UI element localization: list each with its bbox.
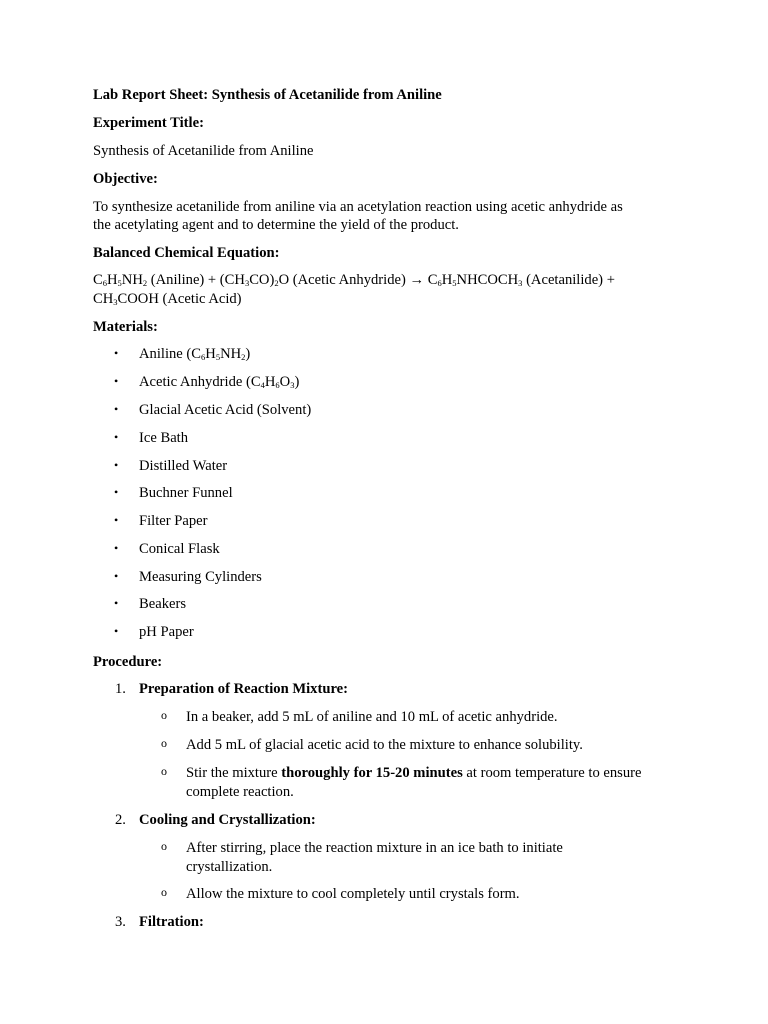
step-1-item-3-post: at room temperature to ensure <box>466 765 642 781</box>
material-item: Glacial Acetic Acid (Solvent) <box>139 402 312 418</box>
reaction-arrow-icon: → <box>409 272 425 288</box>
material-acetic-anhydride-name: Acetic Anhydride <box>139 374 243 390</box>
step-1-item-1: In a beaker, add 5 mL of aniline and 10 mL of acetic anhydride. <box>186 709 558 725</box>
step-1-item-3-line-2: complete reaction. <box>186 783 294 800</box>
step-number: 1. <box>115 681 126 697</box>
step-2-item-1-line-2: crystallization. <box>186 858 273 875</box>
material-item: Ice Bath <box>139 430 189 446</box>
equation-aniline-label: (Aniline) + <box>150 272 217 288</box>
procedure-heading: Procedure: <box>93 654 163 670</box>
equation-heading: Balanced Chemical Equation: <box>93 245 280 261</box>
material-item: Measuring Cylinders <box>139 569 262 585</box>
step-title: Filtration: <box>139 914 204 930</box>
material-aniline-name: Aniline <box>139 346 183 362</box>
step-1-item-2: Add 5 mL of glacial acetic acid to the mixture to enhance solubility. <box>186 737 583 753</box>
document-title: Lab Report Sheet: Synthesis of Acetanilide from Aniline <box>93 87 442 103</box>
bullet-icon: • <box>114 485 119 499</box>
bullet-icon: • <box>114 541 119 555</box>
step-1-item-3-bold: thoroughly for 15-20 minutes <box>281 765 463 781</box>
step-title: Preparation of Reaction Mixture: <box>139 681 348 697</box>
equation-line-1: $C_6H_5NH_2$ (Aniline) + $(CH_3CO)_2O$ (Acetic Anhydride) → $C_6H_5NHCOCH_3$ (Acetanilide) + <box>93 272 615 288</box>
circle-bullet-icon: o <box>161 839 167 853</box>
step-1-item-3-pre: Stir the mixture <box>186 765 278 781</box>
material-item: pH Paper <box>139 624 194 640</box>
material-item: Beakers <box>139 596 187 612</box>
circle-bullet-icon: o <box>161 885 167 899</box>
circle-bullet-icon: o <box>161 708 167 722</box>
step-title: Cooling and Crystallization: <box>139 812 316 828</box>
material-aniline: Aniline $(C_6H_5NH_2)$ <box>139 346 251 362</box>
step-2-item-2: Allow the mixture to cool completely until crystals form. <box>186 886 520 902</box>
step-1-item-3 <box>186 764 683 801</box>
experiment-heading: Experiment Title: <box>93 115 204 131</box>
step-2-item-1 <box>186 839 683 876</box>
step-number: 2. <box>115 812 126 828</box>
bullet-icon: • <box>114 596 119 610</box>
bullet-icon: • <box>114 374 119 388</box>
bullet-icon: • <box>114 458 119 472</box>
materials-heading: Materials: <box>93 319 158 335</box>
bullet-icon: • <box>114 569 119 583</box>
experiment-text: Synthesis of Acetanilide from Aniline <box>93 143 314 159</box>
material-item: Filter Paper <box>139 513 208 529</box>
circle-bullet-icon: o <box>161 736 167 750</box>
bullet-icon: • <box>114 346 119 360</box>
bullet-icon: • <box>114 624 119 638</box>
material-item: Buchner Funnel <box>139 485 233 501</box>
objective-line-2: the acetylating agent and to determine the yield of the product. <box>93 217 459 233</box>
bullet-icon: • <box>114 430 119 444</box>
material-item: Distilled Water <box>139 458 228 474</box>
step-2-item-1-line-1: After stirring, place the reaction mixture in an ice bath to initiate <box>186 840 563 856</box>
equation-line-2: $CH_3COOH$ (Acetic Acid) <box>93 291 242 307</box>
bullet-icon: • <box>114 402 119 416</box>
equation-acetic-acid-label: COOH (Acetic Acid) <box>117 291 242 307</box>
bullet-icon: • <box>114 513 119 527</box>
material-acetic-anhydride: Acetic Anhydride $(C_4H_6O_3)$ <box>139 374 300 390</box>
step-number: 3. <box>115 914 126 930</box>
equation-anhydride-label: O (Acetic Anhydride) <box>278 272 406 288</box>
equation-acetanilide-label: (Acetanilide) + <box>526 272 615 288</box>
objective-heading: Objective: <box>93 171 158 187</box>
material-item: Conical Flask <box>139 541 220 557</box>
circle-bullet-icon: o <box>161 764 167 778</box>
objective-line-1: To synthesize acetanilide from aniline via an acetylation reaction using acetic anhydride as <box>93 199 623 215</box>
